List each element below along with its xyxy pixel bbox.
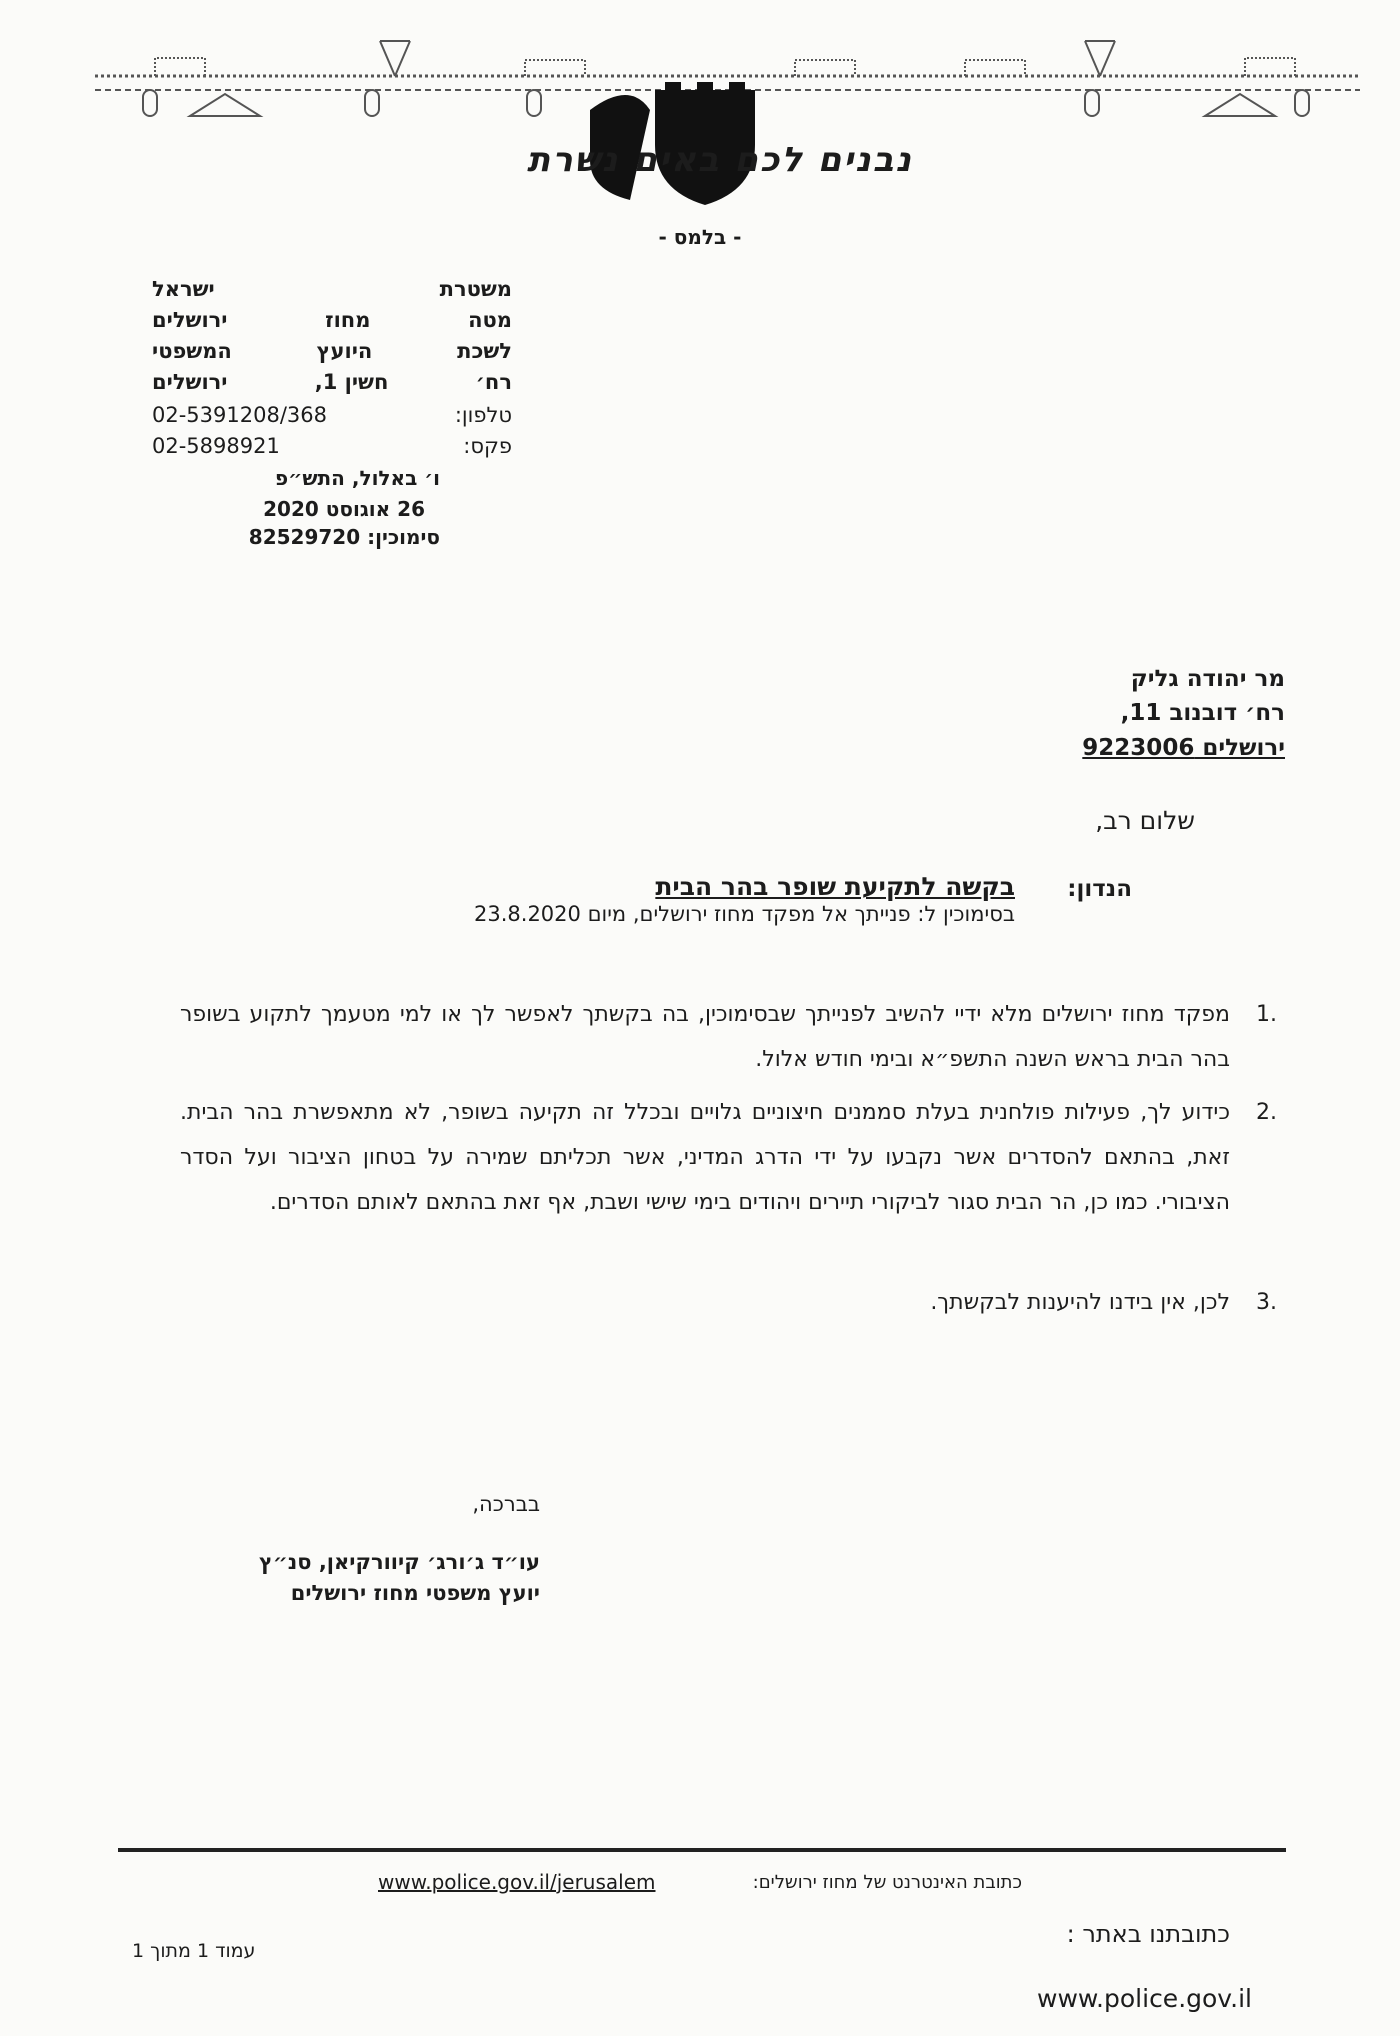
sender-word: ירושלים: [152, 370, 228, 394]
phone-label: טלפון:: [454, 403, 512, 427]
fax-label: פקס:: [463, 434, 512, 458]
sender-word: היועץ: [316, 339, 373, 363]
reference-label: סימוכין:: [367, 525, 440, 549]
recipient-name: מר יהודה גליק: [1130, 666, 1285, 692]
footer-site-label: כתובתנו באתר :: [1066, 1920, 1230, 1948]
footer-site-url[interactable]: www.police.gov.il: [1037, 1984, 1252, 2013]
sender-word: לשכת: [457, 339, 512, 363]
paragraph-number: 1.: [1256, 1002, 1277, 1027]
paragraph-text: מפקד מחוז ירושלים מלא ידיי להשיב לפנייתך שבסימוכין, בה בקשתך לאפשר לך או למי מטעמך לתקוע בשופר בהר הבית בראש השנה התשפ״א ובימי חודש אלול.: [180, 1002, 1230, 1072]
recipient-city: ירושלים 9223006: [1082, 735, 1285, 761]
page-number: עמוד 1 מתוך 1: [132, 1940, 256, 1962]
letter-date: 26 אוגוסט 2020: [263, 497, 425, 521]
paragraph-number: 3.: [1256, 1290, 1277, 1315]
sender-word: משטרת: [439, 277, 512, 301]
reference-line: בסימוכין ל: פנייתך אל מפקד מחוז ירושלים, מיום 23.8.2020: [474, 902, 1015, 926]
subject-text: בקשה לתקיעת שופר בהר הבית: [655, 872, 1015, 901]
phone-number: 02-5391208/368: [152, 403, 327, 427]
signer-title: יועץ משפטי מחוז ירושלים: [290, 1581, 540, 1605]
footer-web-label: כתובת האינטרנט של מחוז ירושלים:: [752, 1872, 1022, 1893]
paragraph-text: לכן, אין בידנו להיענות לבקשתך.: [930, 1290, 1230, 1315]
sender-phone-row: [152, 403, 512, 433]
footer-divider: [118, 1848, 1286, 1852]
sender-fax-row: [152, 434, 512, 464]
sender-word: מחוז: [325, 308, 371, 332]
sender-word: מטה: [468, 308, 512, 332]
fax-number: 02-5898921: [152, 434, 280, 458]
sender-word: ירושלים: [152, 308, 228, 332]
sender-row: [152, 370, 512, 400]
recipient-street: רח׳ דובנוב 11,: [1120, 700, 1285, 726]
paragraph-number: 2.: [1256, 1100, 1277, 1125]
reference-row: [249, 525, 440, 549]
paragraph-text: כידוע לך, פעילות פולחנית בעלת סממנים חיצוניים גלויים ובכלל זה תקיעה בשופר, לא מתאפשרת בהר הבית. זאת, בהתאם להסדרים אשר נקבעו על ידי הדרג המדיני, אשר תכליתם שמירה על בטחון הציבור ועל הסדר הציבורי. כמו כן, הר הבית סגור לביקורי תיירים ויהודים בימי שישי ושבת, אף זאת בהתאם לאותם הסדרים.: [180, 1100, 1230, 1215]
sender-word: ישראל: [152, 277, 215, 301]
greeting: שלום רב,: [1095, 806, 1195, 835]
classification-mark: - בלמס -: [658, 225, 742, 249]
letterhead-slogan: נבנים לכם באים נשרת: [527, 140, 913, 180]
subject-label: הנדון:: [1067, 876, 1132, 902]
reference-number: 82529720: [248, 525, 361, 549]
closing: בברכה,: [472, 1492, 540, 1516]
sender-row: [152, 277, 512, 307]
signer-name: עו״ד ג׳ורג׳ קיוורקיאן, סנ״ץ: [258, 1550, 540, 1574]
footer-web-link[interactable]: www.police.gov.il/jerusalem: [378, 1870, 656, 1894]
sender-row: [152, 339, 512, 369]
sender-word: המשפטי: [152, 339, 232, 363]
sender-row: [152, 308, 512, 338]
sender-word: רח׳: [475, 370, 512, 394]
hebrew-date: ו׳ באלול, התש״פ: [274, 466, 440, 490]
sender-word: חשין 1,: [314, 370, 389, 394]
